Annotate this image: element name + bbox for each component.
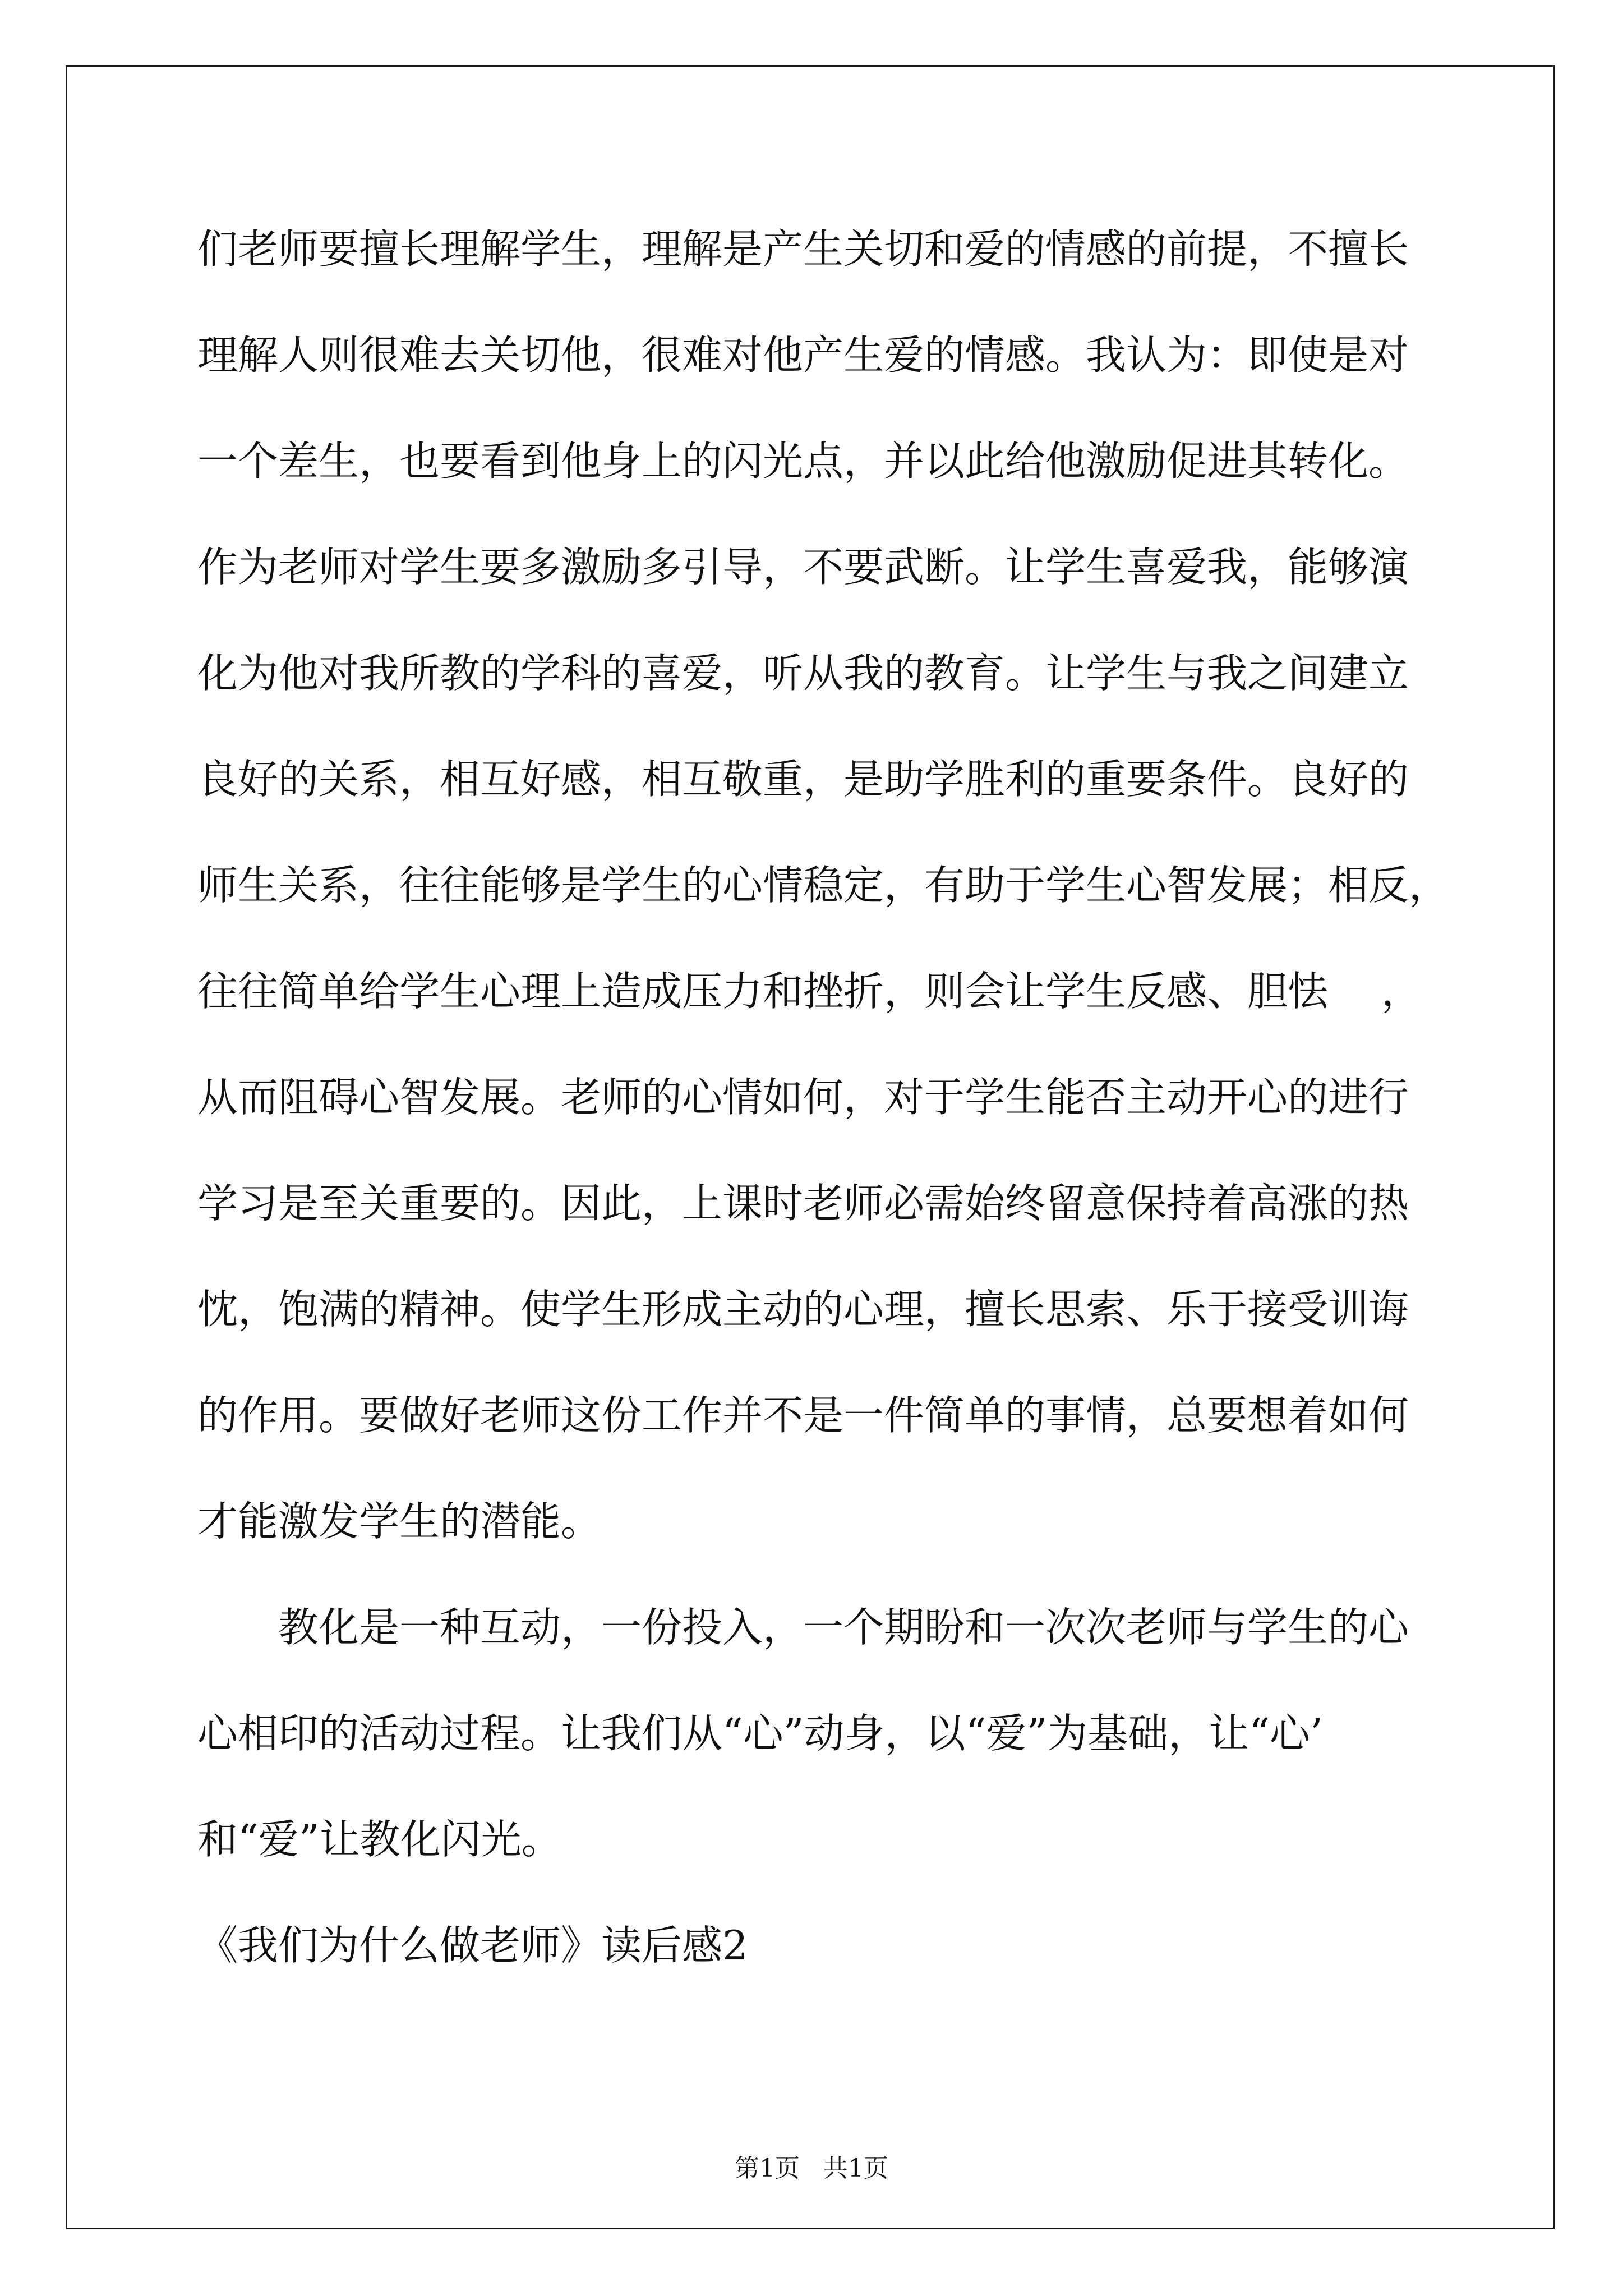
paragraph-line-13: 才能激发学生的潜能。 bbox=[197, 1498, 602, 1545]
paragraph-line-10: 学习是至关重要的。因此，上课时老师必需始终留意保持着高涨的热 bbox=[197, 1180, 1409, 1227]
paragraph-line-12: 的作用。要做好老师这份工作并不是一件简单的事情，总要想着如何 bbox=[197, 1392, 1409, 1439]
paragraph-line-8: 往往简单给学生心理上造成压力和挫折，则会让学生反感、胆怯 ， bbox=[197, 968, 1422, 1015]
paragraph-line-5: 化为他对我所教的学科的喜爱，听从我的教育。让学生与我之间建立 bbox=[197, 650, 1409, 697]
paragraph2-line-1: 教化是一种互动，一份投入，一个期盼和一次次老师与学生的心 bbox=[278, 1604, 1409, 1651]
paragraph2-line-3: 和“爱”让教化闪光。 bbox=[197, 1816, 562, 1863]
paragraph-line-2: 理解人则很难去关切他，很难对他产生爱的情感。我认为：即使是对 bbox=[197, 332, 1409, 379]
section-heading: 《我们为什么做老师》读后感2 bbox=[197, 1922, 748, 1969]
paragraph-line-6: 良好的关系，相互好感，相互敬重，是助学胜利的重要条件。良好的 bbox=[197, 756, 1409, 803]
paragraph-line-4: 作为老师对学生要多激励多引导，不要武断。让学生喜爱我，能够演 bbox=[197, 544, 1409, 591]
paragraph-line-7: 师生关系，往往能够是学生的心情稳定，有助于学生心智发展；相反， bbox=[197, 862, 1450, 909]
paragraph-line-1: 们老师要擅长理解学生，理解是产生关切和爱的情感的前提，不擅长 bbox=[197, 226, 1409, 273]
page-footer: 第1页 共1页 bbox=[735, 2154, 888, 2183]
paragraph-line-3: 一个差生，也要看到他身上的闪光点，并以此给他激励促进其转化。 bbox=[197, 438, 1409, 485]
paragraph-line-11: 忱，饱满的精神。使学生形成主动的心理，擅长思索、乐于接受训诲 bbox=[197, 1286, 1409, 1333]
page-border bbox=[66, 65, 1555, 2229]
paragraph2-line-2: 心相印的活动过程。让我们从“心”动身，以“爱”为基础，让“心’ bbox=[197, 1710, 1323, 1757]
paragraph-line-9: 从而阻碍心智发展。老师的心情如何，对于学生能否主动开心的进行 bbox=[197, 1074, 1409, 1121]
